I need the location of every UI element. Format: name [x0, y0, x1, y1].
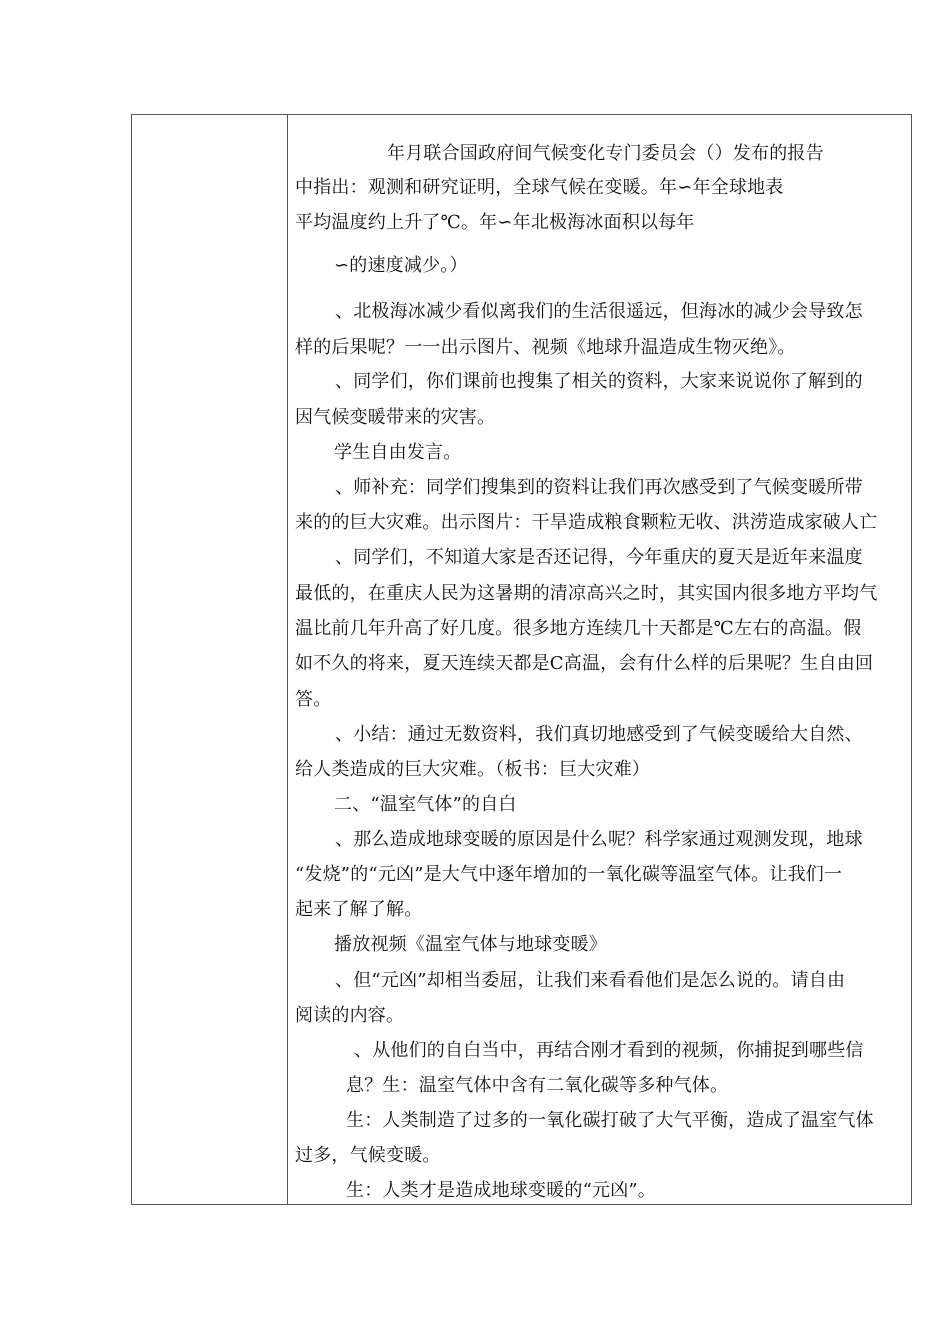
text-line: “发烧”的“元凶”是大气中逐年增加的一氧化碳等温室气体。让我们一 [295, 864, 843, 885]
text-line: 、同学们，你们课前也搜集了相关的资料，大家来说说你了解到的 [335, 371, 863, 392]
text-line: 、同学们，不知道大家是否还记得，今年重庆的夏天是近年来温度 [335, 547, 863, 568]
table-left-column [132, 115, 288, 1204]
text-line: 答。 [295, 689, 332, 710]
text-line: 、从他们的自白当中，再结合刚才看到的视频，你捕捉到哪些信 [354, 1040, 864, 1061]
text-line: 学生自由发言。 [334, 442, 462, 463]
text-line: 二、“温室气体”的自白 [334, 794, 517, 815]
text-line: 中指出：观测和研究证明，全球气候在变暖。年∽年全球地表 [295, 177, 784, 198]
text-line: 、那么造成地球变暖的原因是什么呢？科学家通过观测发现，地球 [335, 829, 863, 850]
lesson-table [131, 114, 912, 1205]
text-line: 播放视频《温室气体与地球变暖》 [334, 934, 607, 955]
text-line: 阅读的内容。 [295, 1005, 405, 1026]
table-content-cell [288, 115, 911, 1204]
text-line: 、师补充：同学们搜集到的资料让我们再次感受到了气候变暖所带 [335, 477, 863, 498]
text-line: 生：人类才是造成地球变暖的“元凶”。 [346, 1180, 657, 1201]
text-line: 平均温度约上升了℃。年∽年北极海冰面积以每年 [295, 212, 695, 233]
text-line: 、小结：通过无数资料，我们真切地感受到了气候变暖给大自然、 [335, 724, 863, 745]
text-line: ∽的速度减少。） [334, 255, 468, 276]
text-line: 因气候变暖带来的灾害。 [295, 407, 496, 428]
text-line: 如不久的将来，夏天连续天都是C高温，会有什么样的后果呢？生自由回 [295, 653, 874, 674]
text-line: 过多，气候变暖。 [295, 1145, 441, 1166]
text-line: 、但“元凶”却相当委屈，让我们来看看他们是怎么说的。请自由 [335, 970, 846, 991]
text-line: 、北极海冰减少看似离我们的生活很遥远，但海冰的减少会导致怎 [335, 301, 863, 322]
text-line: 息？生：温室气体中含有二氧化碳等多种气体。 [346, 1075, 729, 1096]
text-line: 温比前几年升高了好几度。很多地方连续几十天都是℃左右的高温。假 [295, 618, 862, 639]
text-line: 最低的，在重庆人民为这暑期的清凉高兴之时，其实国内很多地方平均气 [295, 583, 878, 604]
text-line: 起来了解了解。 [295, 899, 423, 920]
text-line: 年月联合国政府间气候变化专门委员会（）发布的报告 [387, 143, 824, 164]
text-line: 给人类造成的巨大灾难。（板书：巨大灾难） [295, 759, 650, 780]
text-line: 来的的巨大灾难。出示图片：干旱造成粮食颗粒无收、洪涝造成家破人亡 [295, 512, 878, 533]
text-line: 生：人类制造了过多的一氧化碳打破了大气平衡，造成了温室气体 [346, 1110, 874, 1131]
text-line: 样的后果呢？一一出示图片、视频《地球升温造成生物灭绝》。 [295, 337, 796, 358]
